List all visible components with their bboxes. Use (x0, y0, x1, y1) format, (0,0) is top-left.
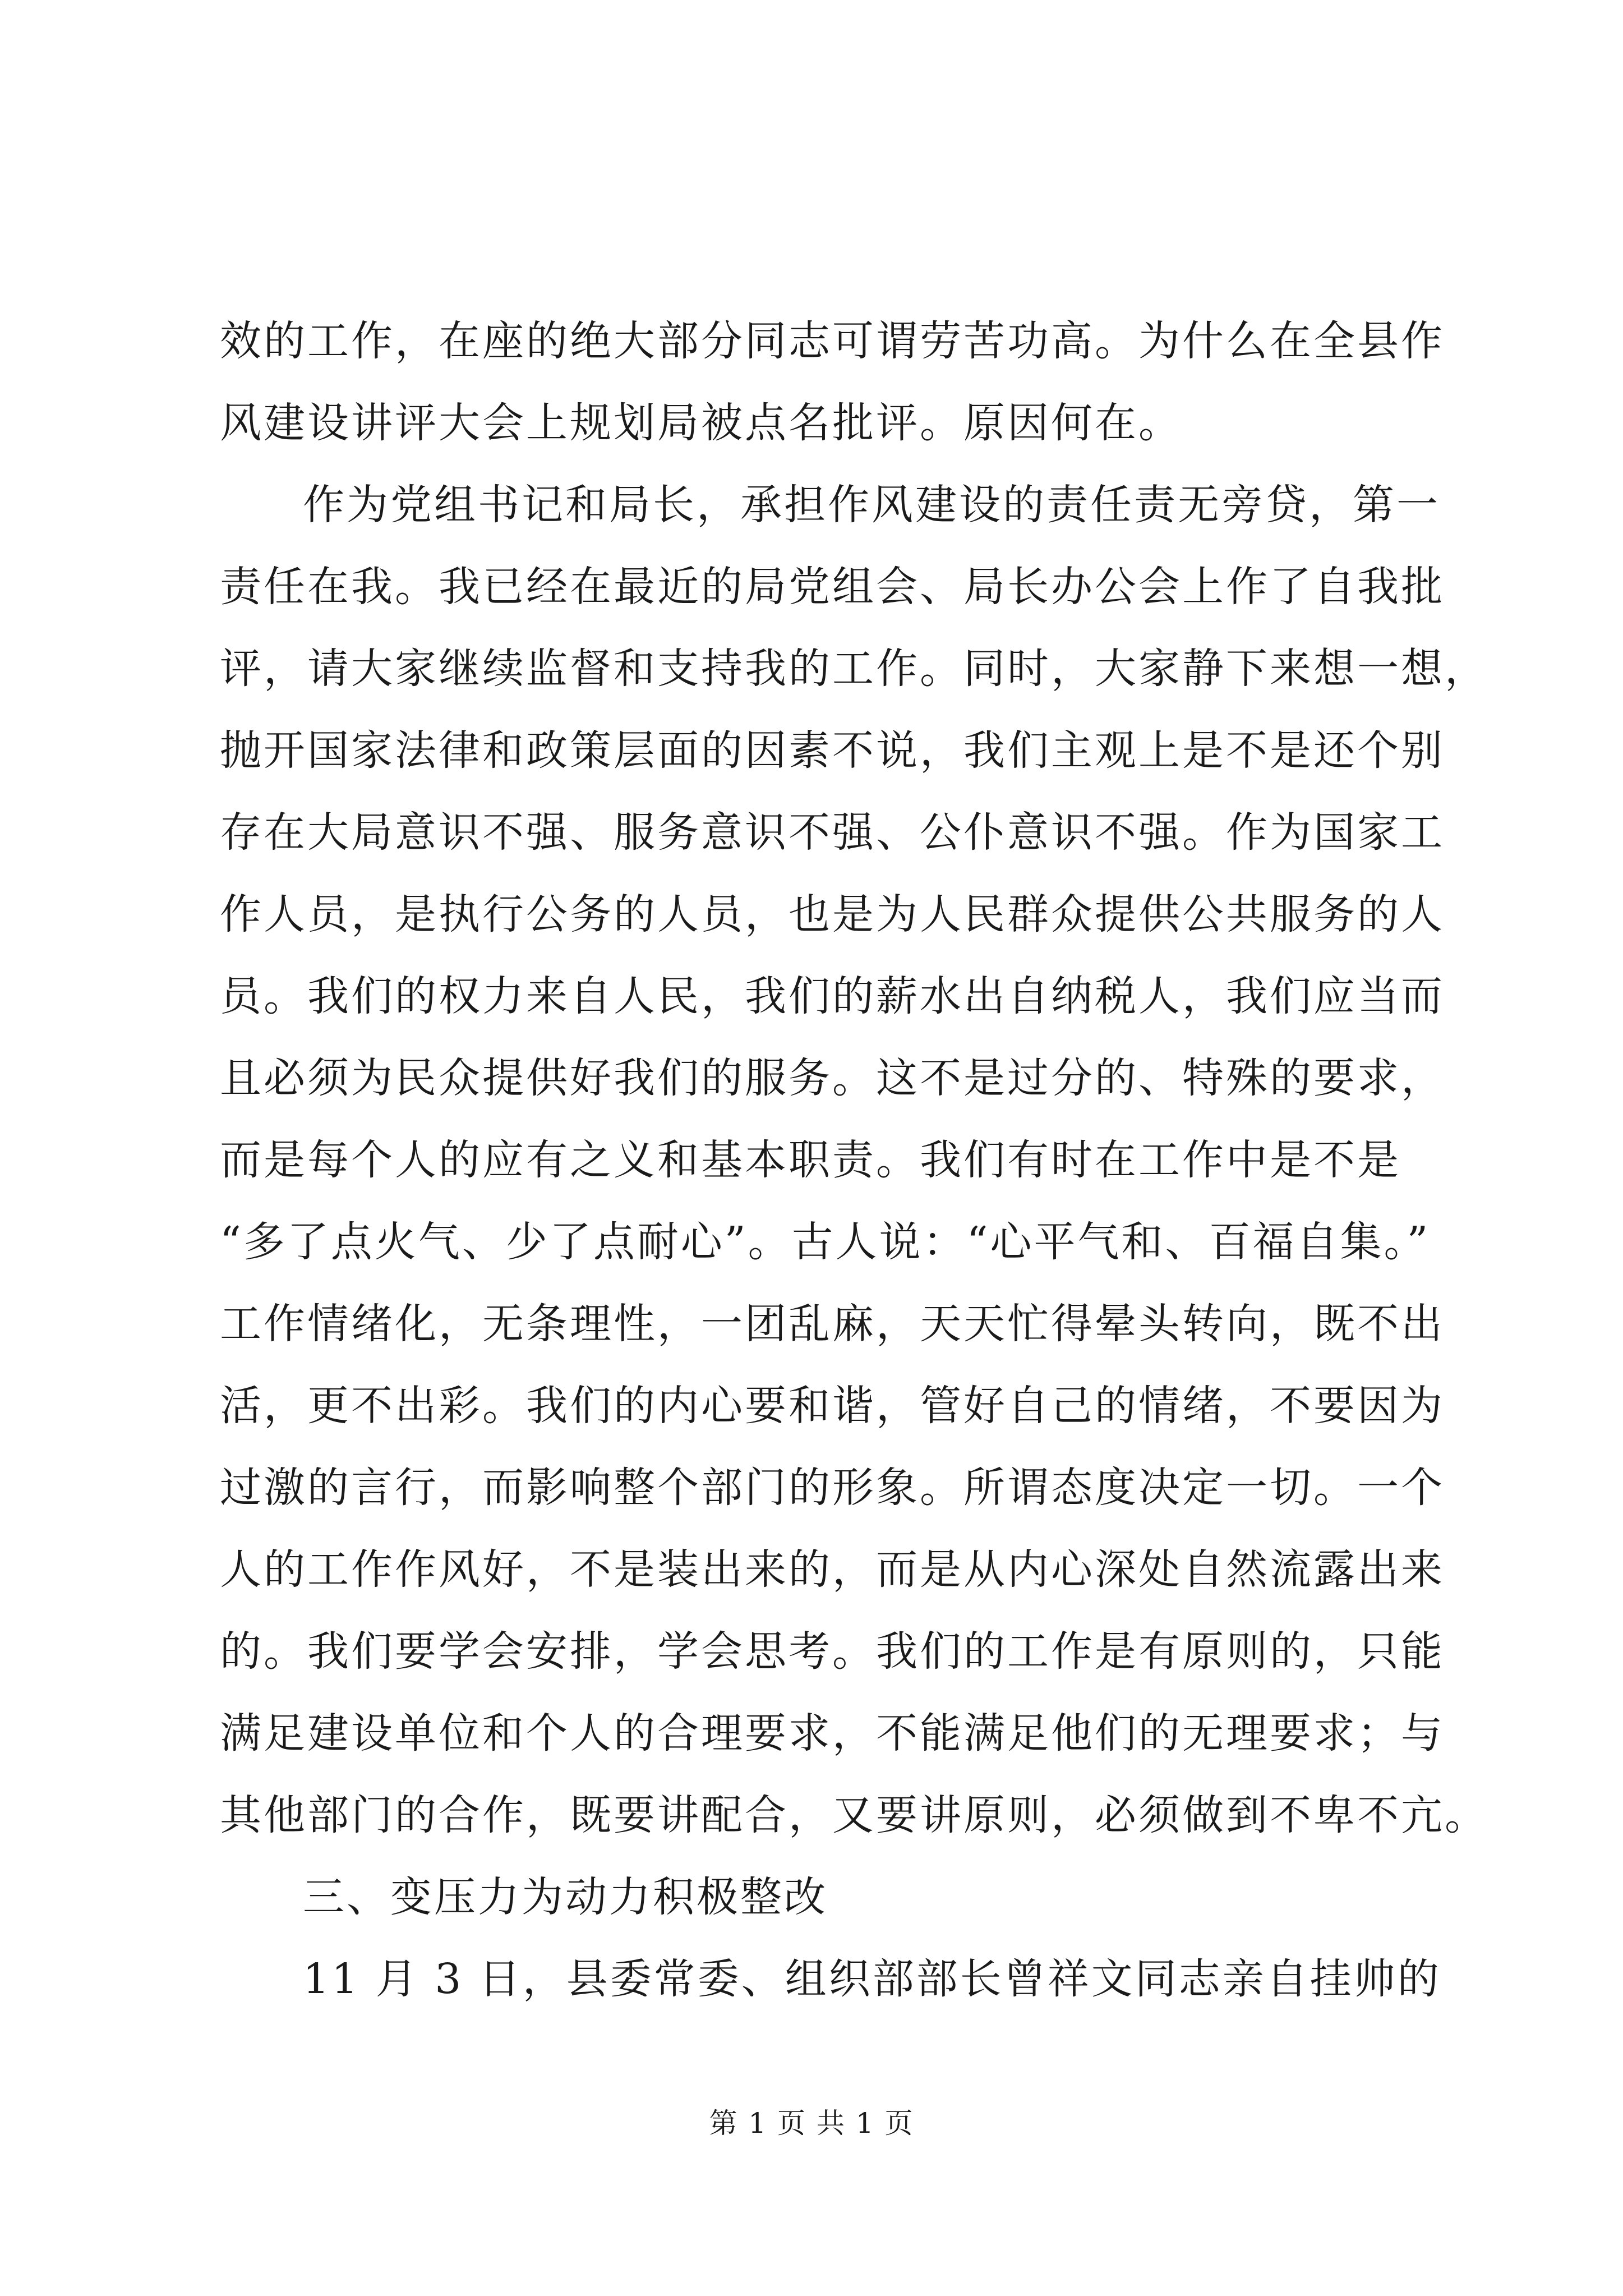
text-line: 作人员，是执行公务的人员，也是为人民群众提供公共服务的人 (220, 890, 1445, 938)
text-line: 抛开国家法律和政策层面的因素不说，我们主观上是不是还个别 (220, 726, 1445, 775)
text-line: 评，请大家继续监督和支持我的工作。同时，大家静下来想一想， (220, 645, 1488, 693)
text-line: 过激的言行，而影响整个部门的形象。所谓态度决定一切。一个 (220, 1464, 1445, 1512)
text-line: 人的工作作风好，不是装出来的，而是从内心深处自然流露出来 (220, 1545, 1445, 1594)
text-line: 的。我们要学会安排，学会思考。我们的工作是有原则的，只能 (220, 1627, 1445, 1676)
text-line: 风建设讲评大会上规划局被点名批评。原因何在。 (220, 399, 1182, 447)
text-line: “多了点火气、少了点耐心”。古人说：“心平气和、百福自集。” (220, 1218, 1431, 1266)
text-line: 满足建设单位和个人的合理要求，不能满足他们的无理要求；与 (220, 1709, 1445, 1757)
paragraph-start-line: 作为党组书记和局长，承担作风建设的责任责无旁贷，第一 (303, 481, 1440, 529)
text-line: 工作情绪化，无条理性，一团乱麻，天天忙得晕头转向，既不出 (220, 1300, 1445, 1348)
text-line: 活，更不出彩。我们的内心要和谐，管好自己的情绪，不要因为 (220, 1382, 1445, 1430)
paragraph-start-line: 11 月 3 日，县委常委、组织部部长曾祥文同志亲自挂帅的 (303, 1955, 1441, 2003)
page-footer: 第 1 页 共 1 页 (709, 2107, 914, 2139)
text-line: 且必须为民众提供好我们的服务。这不是过分的、特殊的要求， (220, 1054, 1445, 1102)
section-heading: 三、变压力为动力积极整改 (303, 1873, 828, 1921)
text-line: 其他部门的合作，既要讲配合，又要讲原则，必须做到不卑不亢。 (220, 1791, 1488, 1839)
text-line: 而是每个人的应有之义和基本职责。我们有时在工作中是不是 (220, 1136, 1401, 1184)
text-line: 责任在我。我已经在最近的局党组会、局长办公会上作了自我批 (220, 563, 1445, 611)
text-line: 存在大局意识不强、服务意识不强、公仆意识不强。作为国家工 (220, 808, 1445, 857)
document-body (220, 300, 1488, 2020)
text-line: 员。我们的权力来自人民，我们的薪水出自纳税人，我们应当而 (220, 972, 1445, 1020)
text-line: 效的工作，在座的绝大部分同志可谓劳苦功高。为什么在全县作 (220, 317, 1445, 365)
